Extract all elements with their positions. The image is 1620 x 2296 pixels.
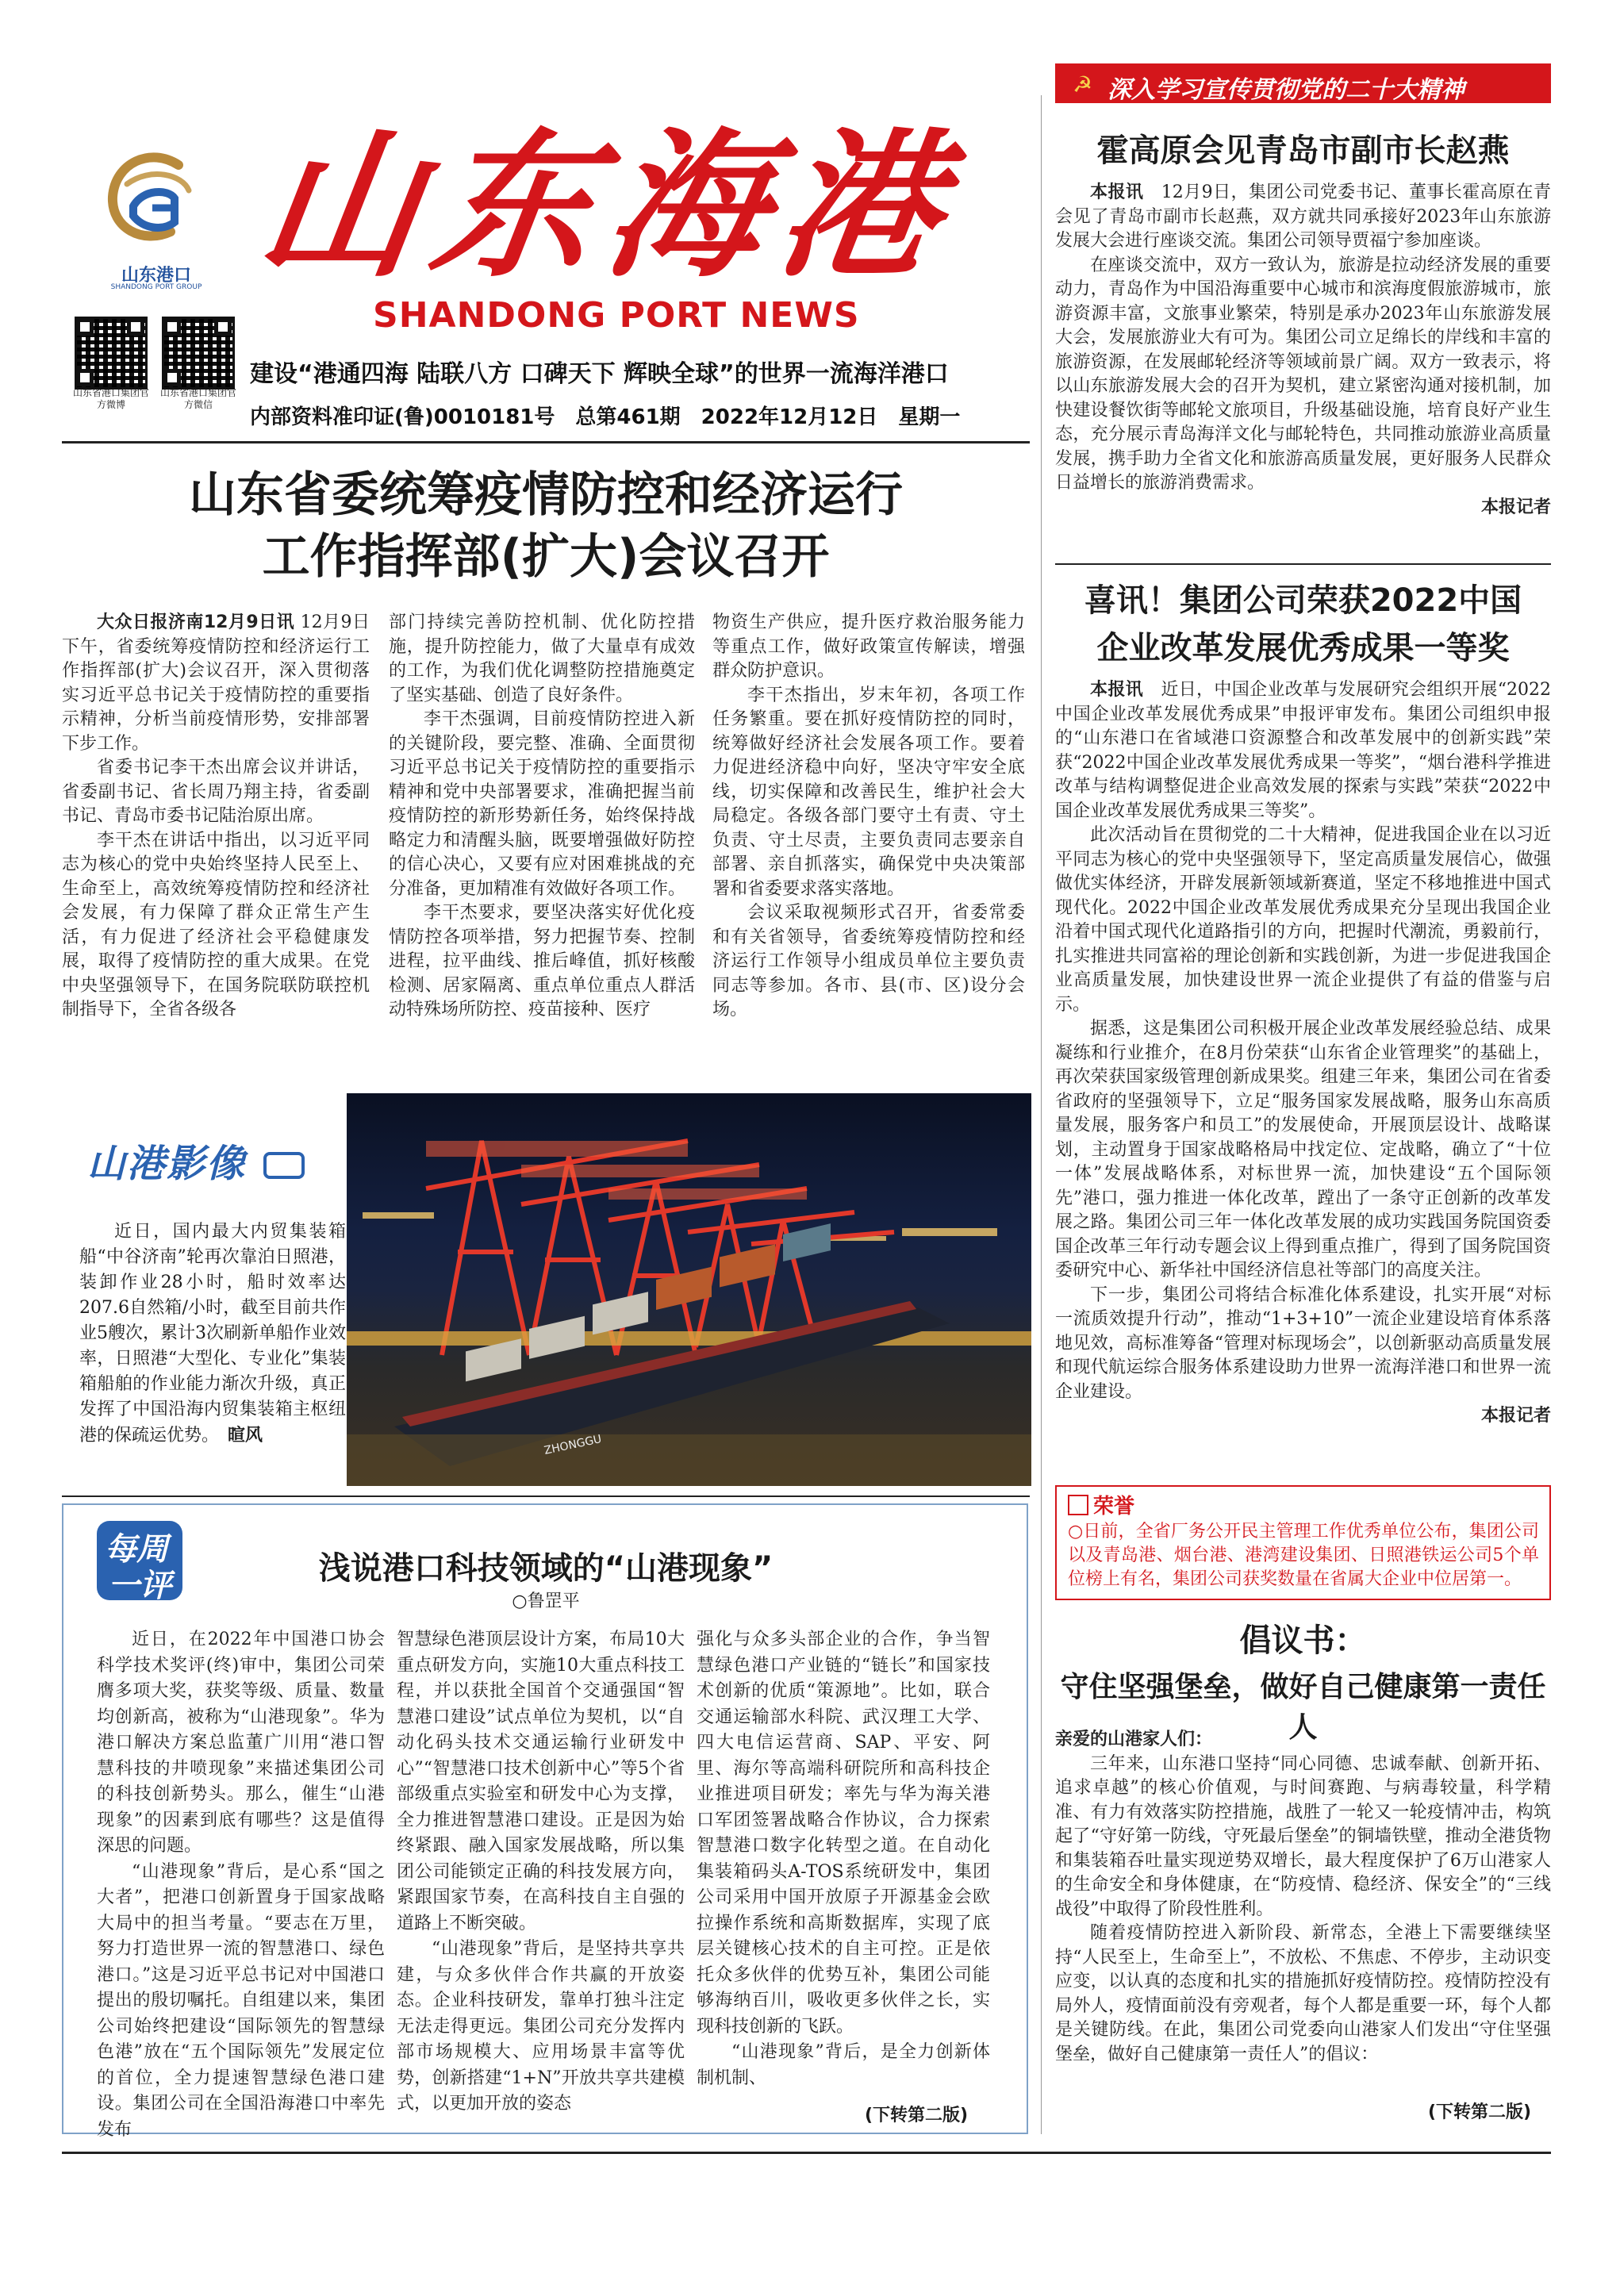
weekly-continued[interactable]: (下转第二版) xyxy=(865,2106,969,2125)
story2-title-line1: 喜讯！集团公司荣获2022中国 xyxy=(1084,582,1522,619)
story3-salutation: 亲爱的山港家人们： xyxy=(1055,1730,1213,1749)
story2-body xyxy=(1055,678,1551,1429)
story1-byline: 本报记者 xyxy=(1480,497,1551,517)
story3-paragraph: 随着疫情防控进入新阶段、新常态，全港上下需要继续坚持“人民至上，生命至上”，不放松、不焦虑、不停步，主动识变应变，以认真的态度和扎实的措施抓好疫情防控。疫情防控没有局外人，疫情面前没有旁观者，每个人都是重要一环，每个人都是关键防线。在此，集团公司党委向山港家人们发出“守住坚强堡垒，做好自己健康第一责任人”的倡议： xyxy=(1055,1923,1551,2064)
wechat-qr-code[interactable] xyxy=(159,313,238,393)
shandong-port-logo xyxy=(95,143,214,262)
story2-paragraph: 下一步，集团公司将结合标准化体系建设，扎实开展“对标一流质效提升行动”，推动“1+3+10”一流企业建设培育体系落地见效，高标准筹备“管理对标现场会”，以创新驱动高质量发展和现代航运综合服务体系建设助力世界一流海洋港口和世界一流企业建设。 xyxy=(1055,1284,1551,1402)
lead-column-1 xyxy=(62,611,370,1023)
weekly-badge-line2: 一评 xyxy=(108,1568,171,1604)
weekly-title: 浅说港口科技领域的“山港现象” xyxy=(318,1550,774,1587)
right-rule-1 xyxy=(1055,563,1551,565)
camera-icon xyxy=(263,1152,305,1179)
masthead-slogan: 建设“港通四海 陆联八方 口碑天下 辉映全球”的世界一流海洋港口 xyxy=(250,360,949,388)
story1-paragraph: 在座谈交流中，双方一致认为，旅游是拉动经济发展的重要动力，青岛作为中国沿海重要中心城市和滨海度假旅游城市，旅游资源丰富，文旅事业繁荣，特别是承办2023年山东旅游发展大会，发展旅游业大有可为。集团公司立足绵长的岸线和丰富的旅游资源，在发展邮轮经济等领域前景广阔。双方一致表示，将以山东旅游发展大会的召开为契机，建立紧密沟通对接机制，加快建设餐饮街等邮轮文旅项目，升级基础设施，培育良好产业生态，充分展示青岛海洋文化与邮轮特色，共同推动旅游业高质量发展，携手助力全省文化和旅游高质量发展，更好服务人民群众日益增长的旅游消费需求。 xyxy=(1055,255,1551,493)
story1-paragraph: 12月9日，集团公司党委书记、董事长霍高原在青会见了青岛市副市长赵燕，双方就共同承接好2023年山东旅游发展大会进行座谈交流。集团公司领导贾福宁参加座谈。 xyxy=(1055,182,1551,251)
weekly-column-3 xyxy=(697,1627,990,2091)
weekly-author: ○鲁罡平 xyxy=(512,1591,580,1611)
masthead-title: 山东海港 xyxy=(248,113,967,299)
lead-paragraph: 李干杰指出，岁末年初，各项工作任务繁重。要在抓好疫情防控的同时，统筹做好经济社会发展各项工作。要着力促进经济稳中向好，坚决守牢安全底线，切实保障和改善民生，维护社会大局稳定。各级各部门要守土有责、守土负责、守土尽责，主要负责同志要亲自部署、亲自抓落实，确保党中央决策部署和省委要求落实落地。 xyxy=(712,685,1025,899)
issue-line: 内部资料准印证(鲁)0010181号 总第461期 2022年12月12日 星期一 xyxy=(250,405,961,429)
footer-rule xyxy=(62,2152,1551,2154)
story1-title: 霍高原会见青岛市副市长赵燕 xyxy=(1096,132,1510,169)
honor-text: ○日前，全省厂务公开民主管理工作优秀单位公布，集团公司以及青岛港、烟台港、港湾建设集团、日照港铁运公司5个单位榜上有名，集团公司获奖数量在省属大企业中位居第一。 xyxy=(1068,1522,1539,1589)
lead-dateline: 大众日报济南12月9日讯 xyxy=(97,612,295,632)
section-rule xyxy=(62,1495,1030,1497)
lead-paragraph: 李干杰强调，目前疫情防控进入新的关键阶段，要完整、准确、全面贯彻习近平总书记关于疫情防控的重要指示精神和党中央部署要求，准确把握当前疫情防控的新形势新任务，始终保持战略定力和清醒头脑，既要增强做好防控的信心决心，又要有应对困难挑战的充分准备，更加精准有效做好各项工作。 xyxy=(389,709,695,899)
weekly-column-1 xyxy=(97,1627,385,2143)
story3-body xyxy=(1055,1728,1551,2067)
story3-title: 守住坚强堡垒，做好自己健康第一责任人 xyxy=(1060,1671,1546,1744)
story1-body xyxy=(1055,181,1551,520)
party-banner xyxy=(1055,63,1551,103)
weekly-column-2 xyxy=(397,1627,685,2117)
lead-column-3 xyxy=(712,611,1025,1023)
story2-byline: 本报记者 xyxy=(1480,1406,1551,1426)
weekly-paragraph: 智慧绿色港顶层设计方案，布局10大重点研发方向，实施10大重点科技工程，并以获批全国首个交通强国“智慧港口建设”试点单位为契机，以“自动化码头技术交通运输行业研发中心”“智慧港口技术创新中心”等5个省部级重点实验室和研发中心为支撑，全力推进智慧港口建设。正是因为始终紧跟、融入国家发展战略，所以集团公司能锁定正确的科技发展方向，紧跟国家节奏，在高科技自主自强的道路上不断突破。 xyxy=(397,1630,685,1933)
story2-lead: 本报讯 xyxy=(1090,680,1144,700)
story3-kicker: 倡议书： xyxy=(1239,1622,1367,1659)
story2-paragraph: 此次活动旨在贯彻党的二十大精神，促进我国企业在以习近平同志为核心的党中央坚强领导下，坚定高质量发展信心，做强做优实体经济，开辟发展新领域新赛道，坚定不移地推进中国式现代化。2022中国企业改革发展优秀成果充分呈现出我国企业沿着中国式现代化道路指引的方向，把握时代潮流，勇毅前行，扎实推进共同富裕的理论创新和实践创新，为进一步促进我国企业高质量发展，加快建设世界一流企业提供了有益的借鉴与启示。 xyxy=(1055,825,1551,1015)
port-night-photo xyxy=(347,1093,1031,1486)
logo-subtext: SHANDONG PORT GROUP xyxy=(110,283,202,291)
story3-paragraph: 三年来，山东港口坚持“同心同德、忠诚奉献、创新开拓、追求卓越”的核心价值观，与时间赛跑、与病毒较量，科学精准、有力有效落实防控措施，战胜了一轮又一轮疫情冲击，构筑起了“守好第一防线，守死最后堡垒”的铜墙铁壁，推动全港货物和集装箱吞吐量实现逆势双增长，最大程度保护了6万山港家人的生命安全和身体健康，在“防疫情、稳经济、保安全”的“三线战役”中取得了阶段性胜利。 xyxy=(1055,1753,1551,1919)
masthead-english-title: SHANDONG PORT NEWS xyxy=(373,295,860,336)
weekly-paragraph: “山港现象”背后，是心系“国之大者”，把港口创新置身于国家战略大局中的担当考量。“要志在万里，努力打造世界一流的智慧港口、绿色港口。”这是习近平总书记对中国港口提出的殷切嘱托。自组建以来，集团公司始终把建设“国际领先的智慧绿色港”放在“五个国际领先”发展定位的首位，全力提速智慧绿色港口建设。集团公司在全国沿海港口中率先发布 xyxy=(97,1861,385,2140)
ship-hull-text: ZHONGGU xyxy=(543,1432,603,1457)
photo-feature-label-text: 山港影像 xyxy=(87,1142,247,1186)
party-emblem-icon: ☭ xyxy=(1073,71,1093,98)
column-divider xyxy=(1041,95,1042,2134)
photo-caption xyxy=(79,1219,346,1449)
lead-paragraph: 12月9日下午，省委统筹疫情防控和经济运行工作指挥部(扩大)会议召开，深入贯彻落实习近平总书记关于疫情防控的重要指示精神，分析当前疫情形势，安排部署下步工作。 xyxy=(62,612,370,754)
story3-continued[interactable]: (下转第二版) xyxy=(1428,2102,1532,2122)
logo-text: 山东港口 xyxy=(121,266,191,286)
story2-title-line2: 企业改革发展优秀成果一等奖 xyxy=(1096,630,1510,666)
lead-paragraph: 会议采取视频形式召开，省委常委和有关省领导，省委统筹疫情防控和经济运行工作领导小组成员单位主要负责同志等参加。各市、县(市、区)设分会场。 xyxy=(712,903,1025,1019)
story2-paragraph: 近日，中国企业改革与发展研究会组织开展“2022中国企业改革发展优秀成果”申报评审发布。集团公司组织申报的“山东港口在省域港口资源整合和改革发展中的创新实践”荣获“2022中国企业改革发展优秀成果一等奖”，“烟台港科学推进改革与结构调整促进企业高效发展的探索与实践”荣获“2022中国企业改革发展优秀成果三等奖”。 xyxy=(1055,680,1551,821)
story1-lead: 本报讯 xyxy=(1090,182,1144,202)
wechat-qr-label: 山东省港口集团官方微信 xyxy=(159,387,236,410)
weekly-commentary-box xyxy=(62,1503,1028,2140)
lead-paragraph: 李干杰在讲话中指出，以习近平同志为核心的党中央始终坚持人民至上、生命至上，高效统筹疫情防控和经济社会发展，有力保障了群众正常生产生活，有力促进了经济社会平稳健康发展，取得了疫情防控的重大成果。在党中央坚强领导下，在国务院联防联控机制指导下，全省各级各 xyxy=(62,830,370,1019)
lead-paragraph: 李干杰要求，要坚决落实好优化疫情防控各项举措，努力把握节奏、控制进程，拉平曲线、推后峰值，抓好核酸检测、居家隔离、重点单位重点人群活动特殊场所防控、疫苗接种、医疗 xyxy=(389,903,695,1019)
weekly-paragraph: “山港现象”背后，是坚持共享共建，与众多伙伴合作共赢的开放姿态。企业科技研发，靠单打独斗注定无法走得更远。集团公司充分发挥内部市场规模大、应用场景丰富等优势，创新搭建“1+N”开放共享共建模式，以更加开放的姿态 xyxy=(397,1939,685,2114)
weekly-paragraph: “山港现象”背后，是全力创新体制机制、 xyxy=(697,2042,990,2088)
lead-column-2 xyxy=(389,611,695,1023)
honor-checkbox-icon xyxy=(1068,1495,1088,1515)
masthead-rule xyxy=(62,441,1030,443)
lead-headline-line1: 山东省委统筹疫情防控和经济运行 xyxy=(189,467,903,523)
lead-headline-line2: 工作指挥部(扩大)会议召开 xyxy=(262,529,830,585)
photo-author: 暄风 xyxy=(228,1425,263,1446)
weibo-qr-code[interactable] xyxy=(71,313,151,393)
weibo-qr-label: 山东省港口集团官方微博 xyxy=(72,387,149,410)
weekly-badge-line1: 每周 xyxy=(105,1531,168,1568)
party-banner-text: 深入学习宣传贯彻党的二十大精神 xyxy=(1108,76,1465,104)
honor-label: 荣誉 xyxy=(1093,1495,1135,1519)
photo-caption-text: 近日，国内最大内贸集装箱船“中谷济南”轮再次靠泊日照港，装卸作业28小时，船时效率达207.6自然箱/小时，截至目前共作业5艘次，累计3次刷新单船作业效率，日照港“大型化、专业化”集装箱船舶的作业能力渐次升级，真正发挥了中国沿海内贸集装箱主枢纽港的保疏运优势。 xyxy=(79,1222,346,1446)
weekly-paragraph: 近日，在2022年中国港口协会科学技术奖评(终)审中，集团公司荣膺多项大奖，获奖等级、质量、数量均创新高，被称为“山港现象”。华为港口解决方案总监董广川用“港口智慧科技的井喷现象”来描述集团公司的科技创新势头。那么，催生“山港现象”的因素到底有哪些？这是值得深思的问题。 xyxy=(97,1630,385,1856)
lead-paragraph: 物资生产供应，提升医疗救治服务能力等重点工作，做好政策宣传解读，增强群众防护意识。 xyxy=(712,612,1025,681)
photo-feature-label xyxy=(79,1127,325,1190)
weekly-paragraph: 强化与众多头部企业的合作，争当智慧绿色港口产业链的“链长”和国家技术创新的优质“策源地”。比如，联合交通运输部水科院、武汉理工大学、四大电信运营商、SAP、平安、阿里、海尔等高端科研院所和高科技企业推进项目研发；率先与华为海关港口军团签署战略合作协议，合力探索智慧港口数字化转型之道。在自动化集装箱码头A-TOS系统研发中，集团公司采用中国开放原子开源基金会欧拉操作系统和高斯数据库，实现了底层关键核心技术的自主可控。正是依托众多伙伴的优势互补，集团公司能够海纳百川，吸收更多伙伴之长，实现科技创新的飞跃。 xyxy=(697,1630,990,2037)
lead-paragraph: 省委书记李干杰出席会议并讲话，省委副书记、省长周乃翔主持，省委副书记、青岛市委书记陆治原出席。 xyxy=(62,758,370,826)
story2-paragraph: 据悉，这是集团公司积极开展企业改革发展经验总结、成果凝练和行业推介，在8月份荣获“山东省企业管理奖”的基础上，再次荣获国家级管理创新成果奖。组建三年来，集团公司在省委省政府的坚强领导下，立足“服务国家发展战略，服务山东高质量发展，服务客户和员工”的发展使命，开展顶层设计、战略谋划，主动置身于国家战略格局中找定位、定战略，确立了“十位一体”发展战略体系，对标世界一流，加快建设“五个国际领先”港口，强力推进一体化改革，蹚出了一条守正创新的改革发展之路。集团公司三年一体化改革发展的成功实践国务院国资委国企改革三年行动专题会议上得到重点推广，得到了国务院国资委研究中心、新华社中国经济信息社等部门的高度关注。 xyxy=(1055,1019,1551,1280)
lead-paragraph: 部门持续完善防控机制、优化防控措施，提升防控能力，做了大量卓有成效的工作，为我们优化调整防控措施奠定了坚实基础、创造了良好条件。 xyxy=(389,612,695,705)
honor-box xyxy=(1055,1485,1551,1600)
